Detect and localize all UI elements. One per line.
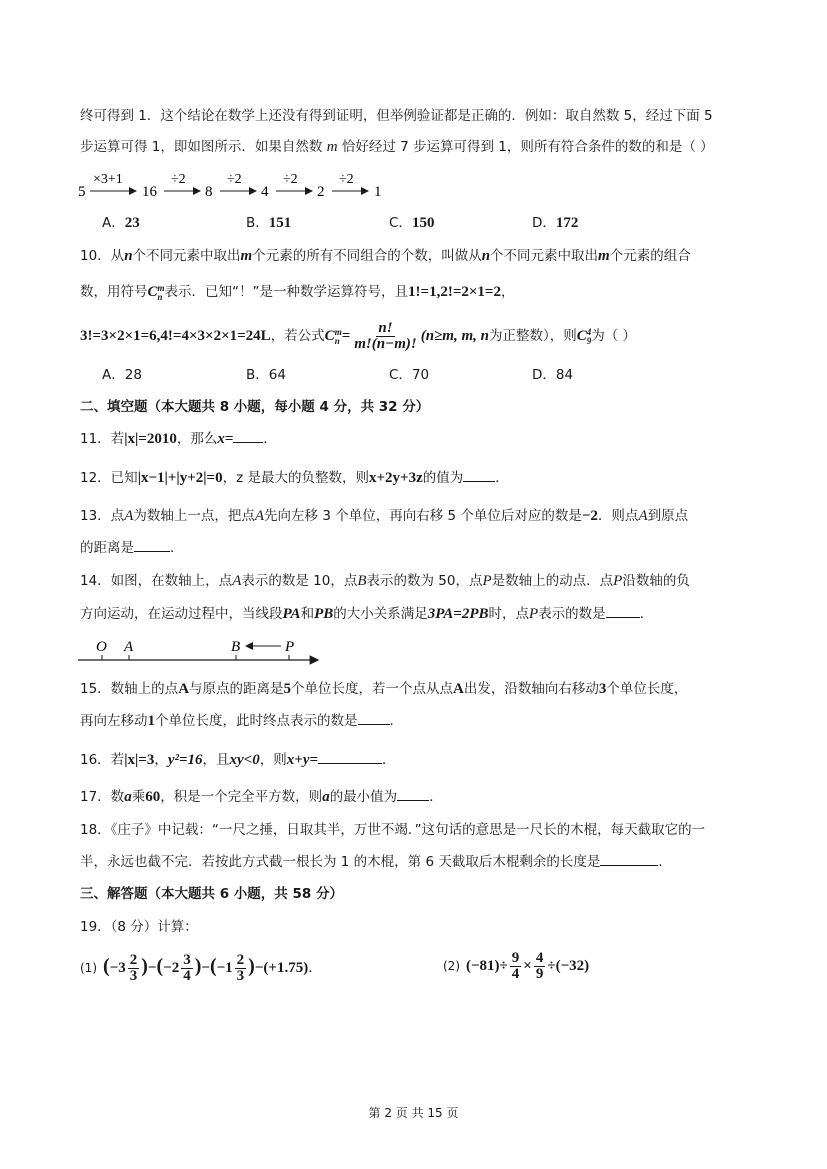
q9-line2a: 步运算可得 1，即如图所示．如果自然数 [80,139,323,155]
q9-option-c[interactable]: C．150 [389,215,435,231]
label-b: B [231,639,241,655]
q11: 11．若|x|=2010，那么x= ． [80,431,277,447]
q9-line2 [80,137,714,157]
q16: 16．若|x|=3，y²=16，且xy<0，则x+y= ． [80,752,396,768]
q9-var-m: m [326,139,338,155]
chain-op: ÷2 [171,172,186,187]
q10-option-a[interactable]: A．28 [102,367,142,383]
q10-line1: 10．从n个不同元素中取出m个元素的所有不同组合的个数，叫做从n个不同元素中取出m个元素的组合 [80,248,691,264]
q9-line2b: 恰好经过 7 步运算可得到 1，则所有符合条件的数的和是（ ） [341,139,714,155]
chain-num: 5 [78,184,86,200]
q15-line2: 再向左移动1个单位长度，此时终点表示的数是 ． [80,713,403,729]
q17: 17．数a乘60，积是一个完全平方数，则a的最小值为 ． [80,789,443,805]
q18-line2: 半，永远也截不完．若按此方式截一根长为 1 的木棍，第 6 天截取后木棍剩余的长度是 ． [80,854,672,870]
chain-op: ÷2 [283,172,298,187]
q19-title: 19．（8 分）计算： [80,919,198,935]
chain-op: ÷2 [227,172,242,187]
chain-num: 4 [261,184,269,200]
q10-option-d[interactable]: D．84 [532,367,574,383]
q12: 12．已知|x−1|+|y+2|=0，z 是最大的负整数，则x+2y+3z的值为 ． [80,470,509,486]
q9-line1: 终可得到 1．这个结论在数学上还没有得到证明，但举例验证都是正确的．例如：取自然数 5，经过下面 5 [80,108,713,124]
q9-option-a[interactable]: A．23 [102,215,140,231]
q10-option-c[interactable]: C．70 [389,367,430,383]
answer-blank[interactable] [358,711,390,725]
q9-option-d[interactable]: D．172 [532,215,579,231]
q18-line1: 18．《庄子》中记载：“一尺之捶，日取其半，万世不竭．”这句话的意思是一尺长的木棍，每天截取它的一 [80,822,706,838]
q10-option-b[interactable]: B．64 [246,367,286,383]
section-answer-heading: 三、解答题（本大题共 6 小题，共 58 分） [80,886,343,902]
combination-symbol: C m n [147,282,165,302]
answer-blank[interactable] [397,787,429,801]
factorial-fraction: $\frac{n!}{m!(n-m)!}$ [354,319,417,352]
operation-chain-diagram [78,168,398,202]
q14-line1: 14．如图，在数轴上，点A表示的数是 10，点B表示的数为 50，点P是数轴上的动点．点P沿数轴的负 [80,573,690,589]
answer-blank[interactable] [233,429,263,443]
q9-option-b[interactable]: B．151 [246,215,292,231]
q13-line1: 13．点A为数轴上一点，把点A先向左移 3 个单位，再向右移 5 个单位后对应的数是−2．则点A到原点 [80,508,689,524]
label-p: P [285,639,295,655]
chain-op: ×3+1 [93,172,123,187]
answer-blank[interactable] [318,750,382,764]
page-footer: 第 2 页 共 15 页 [368,1106,459,1120]
chain-num: 8 [205,184,213,200]
chain-op: ÷2 [339,172,354,187]
answer-blank[interactable] [600,852,658,866]
answer-blank[interactable] [463,468,495,482]
label-a: A [124,639,134,655]
answer-blank[interactable] [606,604,640,618]
chain-num: 1 [374,184,382,200]
answer-blank[interactable] [134,538,170,552]
chain-num: 2 [317,184,325,200]
section-fill-in-heading: 二、填空题（本大题共 8 小题，每小题 4 分，共 32 分） [80,399,430,415]
q13-line2: 的距离是 ． [80,540,184,556]
q15-line1: 15．数轴上的点A与原点的距离是5个单位长度，若一个点从点A出发，沿数轴向右移动3个单位长度， [80,681,688,697]
q14-line2: 方向运动，在运动过程中，当线段PA和PB的大小关系满足3PA=2PB时，点P表示的数是 ． [80,606,654,622]
q19-part1: (1) (−3 $\frac{2}{3}$ )−(−2 $\frac{3}{4}$ )−(−1 $\frac{2}{3}$ )−(+1.75)． [80,951,322,984]
q10-line3: 3!=3×2×1=6,4!=4×3×2×1=24L，若公式C m n = $\frac{n!}{m!(n-m)!}$ (n≥m, m, n为正整数），则C 4 9 为（ ） [80,319,637,352]
number-line-diagram [78,634,328,668]
q10-line2: 数，用符号C m n 表示．已知“！”是一种数学运算符号，且1!=1,2!=2×1=2， [80,282,515,302]
label-o: O [96,639,107,655]
chain-num: 16 [142,184,157,200]
q19-part2: (2) (−81)÷ $\frac{9}{4}$ × $\frac{4}{9}$ ÷(−32) [443,949,590,982]
